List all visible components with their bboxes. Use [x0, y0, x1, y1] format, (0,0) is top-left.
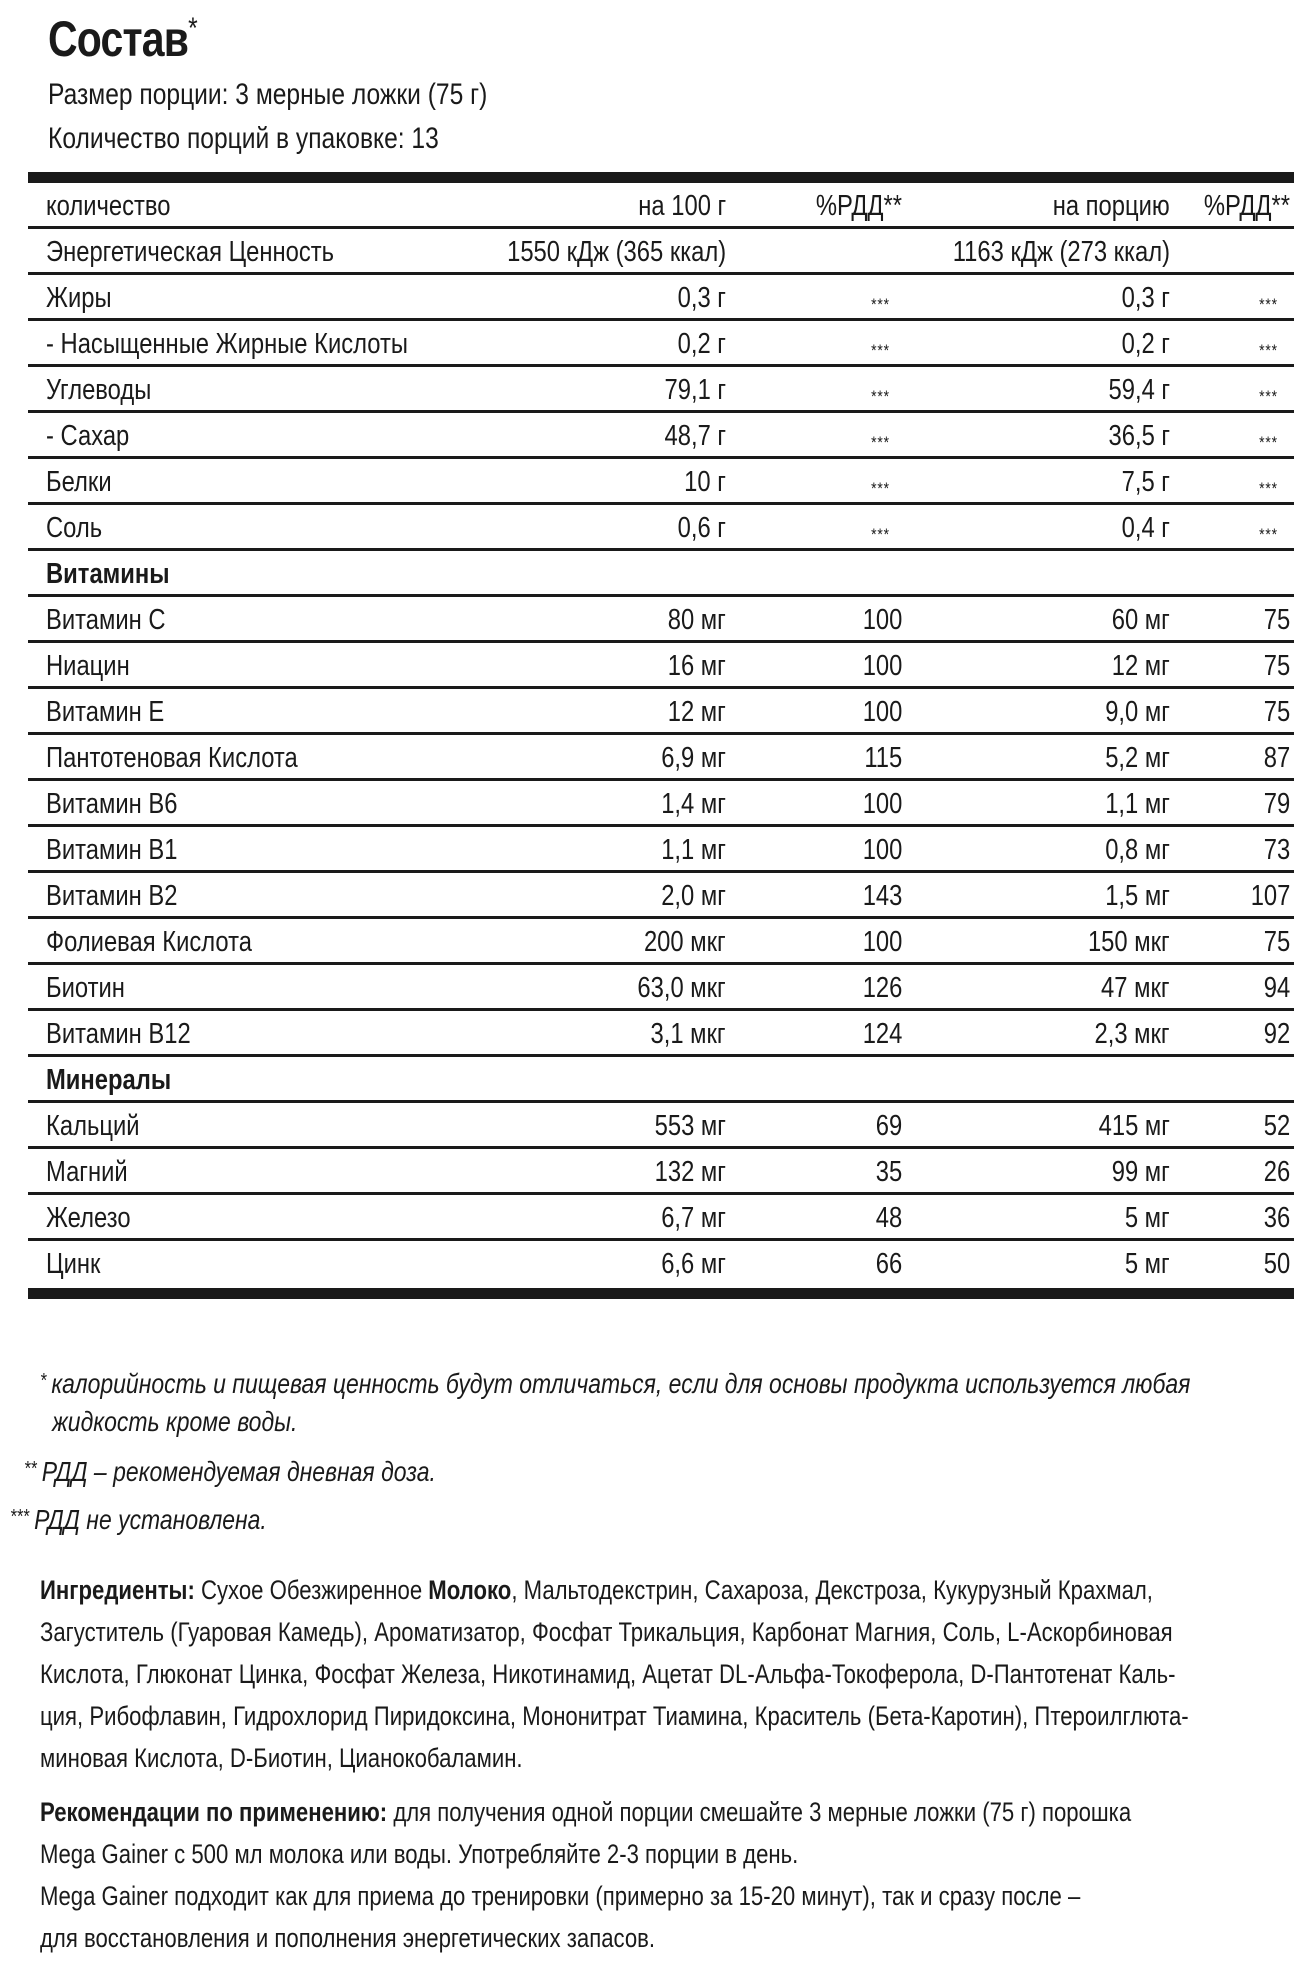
title-text: Состав [48, 11, 189, 67]
value-per100: 79,1 г [664, 374, 726, 406]
energy-per-serving: 1163 кДж (273 ккал) [952, 236, 1170, 268]
table-row [28, 965, 1294, 1011]
rdd-per100: 143 [862, 880, 902, 912]
table-row [28, 1241, 1294, 1288]
rdd-per100: 124 [862, 1018, 902, 1050]
header-per100: на 100 г [638, 190, 726, 222]
rdd-per-serving: 75 [1263, 696, 1290, 728]
nutrient-name: Углеводы [46, 374, 152, 406]
value-per-serving: 36,5 г [1108, 420, 1170, 452]
footnote-3-text: РДД не установлена. [34, 1504, 267, 1535]
header-per-serving: на порцию [1052, 190, 1170, 222]
table-row [28, 413, 1294, 459]
value-per-serving: 415 мг [1098, 1110, 1170, 1142]
header-name: количество [46, 190, 171, 222]
nutrient-name: Витамин B1 [46, 834, 178, 866]
rdd-per-serving: 73 [1263, 834, 1290, 866]
rdd-per100: 35 [875, 1156, 902, 1188]
rdd-per100: *** [871, 433, 890, 452]
table-row [28, 1195, 1294, 1241]
table-row [28, 873, 1294, 919]
rdd-per-serving: 26 [1263, 1156, 1290, 1188]
table-bottom-rule [28, 1288, 1294, 1299]
value-per100: 80 мг [667, 604, 726, 636]
minerals-group [28, 1103, 1294, 1288]
ingredients-line-1 [40, 1575, 1153, 1606]
ingredients-label: Ингредиенты: [40, 1575, 195, 1605]
nutrient-name: Ниацин [46, 650, 130, 682]
ingredients-text-2: , Мальтодекстрин, Сахароза, Декстроза, Кукурузный Крахмал, [511, 1575, 1153, 1605]
rdd-per-serving: *** [1259, 387, 1278, 406]
nutrient-name: Соль [46, 512, 103, 544]
value-per100: 132 мг [654, 1156, 726, 1188]
value-per-serving: 59,4 г [1108, 374, 1170, 406]
value-per100: 48,7 г [664, 420, 726, 452]
table-row [28, 735, 1294, 781]
value-per100: 63,0 мкг [637, 972, 726, 1004]
rdd-per-serving: 79 [1263, 788, 1290, 820]
rdd-per-serving: 36 [1263, 1202, 1290, 1234]
nutrient-name: Железо [46, 1202, 131, 1234]
ingredients-line-5: миновая Кислота, D-Биотин, Цианокобаламин. [40, 1743, 523, 1773]
rdd-per100: 126 [862, 972, 902, 1004]
nutrient-name: Витамин B6 [46, 788, 178, 820]
nutrient-name: Витамин B12 [46, 1018, 191, 1050]
serving-size: Размер порции: 3 мерные ложки (75 г) [48, 78, 488, 111]
rdd-per100: 100 [862, 926, 902, 958]
value-per100: 6,7 мг [661, 1202, 726, 1234]
rdd-per100: *** [871, 387, 890, 406]
table-row [28, 689, 1294, 735]
nutrient-name: Цинк [46, 1248, 101, 1280]
value-per-serving: 5 мг [1125, 1248, 1170, 1280]
value-per-serving: 5 мг [1125, 1202, 1170, 1234]
footnote-2-mark: ** [24, 1458, 37, 1480]
nutrient-name: - Сахар [46, 420, 130, 452]
value-per100: 1,4 мг [661, 788, 726, 820]
nutrient-name: Магний [46, 1156, 128, 1188]
footnote-1-text: калорийность и пищевая ценность будут отличаться, если для основы продукта используется любая [51, 1368, 1191, 1399]
rdd-per100: 48 [875, 1202, 902, 1234]
footnote-3 [10, 1504, 267, 1536]
rdd-per-serving: *** [1259, 479, 1278, 498]
nutrition-table [28, 172, 1294, 1299]
value-per-serving: 99 мг [1111, 1156, 1170, 1188]
rdd-per100: 66 [875, 1248, 902, 1280]
nutrient-name: Витамин E [46, 696, 165, 728]
energy-name: Энергетическая Ценность [46, 236, 335, 268]
table-row [28, 367, 1294, 413]
rdd-per100: 100 [862, 604, 902, 636]
value-per-serving: 12 мг [1111, 650, 1170, 682]
usage-line-4: для восстановления и пополнения энергетических запасов. [40, 1923, 656, 1953]
table-row [28, 275, 1294, 321]
value-per100: 1,1 мг [661, 834, 726, 866]
rdd-per-serving: 92 [1263, 1018, 1290, 1050]
rdd-per-serving: *** [1259, 433, 1278, 452]
rdd-per-serving: *** [1259, 341, 1278, 360]
value-per-serving: 0,4 г [1121, 512, 1170, 544]
rdd-per100: 115 [864, 742, 902, 774]
table-row [28, 459, 1294, 505]
value-per-serving: 60 мг [1111, 604, 1170, 636]
rdd-per100: 100 [862, 696, 902, 728]
header-rdd2: %РДД** [1203, 190, 1290, 222]
nutrient-name: Пантотеновая Кислота [46, 742, 298, 774]
rdd-per-serving: 75 [1263, 650, 1290, 682]
title-footnote-mark: * [188, 12, 197, 45]
nutrient-name: Жиры [46, 282, 112, 314]
ingredients-text-1: Сухое Обезжиренное [194, 1575, 429, 1605]
table-row [28, 827, 1294, 873]
table-row [28, 321, 1294, 367]
value-per-serving: 1,1 мг [1105, 788, 1170, 820]
footnote-1-line-1 [40, 1368, 1190, 1400]
nutrient-name: Биотин [46, 972, 125, 1004]
table-row [28, 1149, 1294, 1195]
nutrient-name: Кальций [46, 1110, 140, 1142]
macros-group [28, 275, 1294, 551]
rdd-per-serving: 52 [1263, 1110, 1290, 1142]
rdd-per100: 100 [862, 834, 902, 866]
minerals-section-header [28, 1057, 1294, 1103]
rdd-per100: *** [871, 295, 890, 314]
nutrient-name: Фолиевая Кислота [46, 926, 252, 958]
value-per-serving: 0,2 г [1121, 328, 1170, 360]
value-per100: 0,6 г [677, 512, 726, 544]
vitamins-group [28, 597, 1294, 1057]
vitamins-section-header [28, 551, 1294, 597]
ingredients-bold-word: Молоко [428, 1575, 512, 1605]
value-per-serving: 150 мкг [1088, 926, 1170, 958]
usage-text-1: для получения одной порции смешайте 3 мерные ложки (75 г) порошка [387, 1797, 1132, 1827]
nutrient-name: Белки [46, 466, 112, 498]
table-row [28, 1011, 1294, 1057]
table-header-row [28, 183, 1294, 229]
value-per100: 0,2 г [677, 328, 726, 360]
rdd-per100: 100 [862, 650, 902, 682]
table-row [28, 1103, 1294, 1149]
value-per-serving: 47 мкг [1101, 972, 1170, 1004]
rdd-per100: *** [871, 479, 890, 498]
energy-row [28, 229, 1294, 275]
value-per100: 3,1 мкг [650, 1018, 726, 1050]
value-per100: 2,0 мг [661, 880, 726, 912]
value-per100: 0,3 г [677, 282, 726, 314]
ingredients-line-3: Кислота, Глюконат Цинка, Фосфат Железа, Никотинамид, Ацетат DL-Альфа-Токоферола, D-Пантотенат Каль- [40, 1659, 1176, 1689]
page-title [48, 10, 197, 68]
ingredients-line-2: Загуститель (Гуаровая Камедь), Ароматизатор, Фосфат Трикальция, Карбонат Магния, Соль, L-Аскорбиновая [40, 1617, 1173, 1647]
value-per100: 6,6 мг [661, 1248, 726, 1280]
rdd-per-serving: 75 [1263, 926, 1290, 958]
table-row [28, 781, 1294, 827]
rdd-per-serving: 50 [1263, 1248, 1290, 1280]
header-rdd1: %РДД** [815, 190, 902, 222]
energy-per100: 1550 кДж (365 ккал) [506, 236, 726, 268]
table-row [28, 919, 1294, 965]
rdd-per-serving: 75 [1263, 604, 1290, 636]
footnote-1-mark: * [40, 1370, 47, 1392]
value-per-serving: 7,5 г [1121, 466, 1170, 498]
table-row [28, 505, 1294, 551]
nutrient-name: Витамин C [46, 604, 166, 636]
table-row [28, 597, 1294, 643]
nutrient-name: Витамин B2 [46, 880, 178, 912]
value-per100: 10 г [684, 466, 726, 498]
value-per100: 12 мг [667, 696, 726, 728]
rdd-per-serving: 87 [1263, 742, 1290, 774]
value-per-serving: 0,3 г [1121, 282, 1170, 314]
footnote-3-mark: *** [10, 1506, 30, 1528]
footnote-1-line-2: жидкость кроме воды. [52, 1406, 298, 1437]
servings-per-pack: Количество порций в упаковке: 13 [48, 122, 439, 155]
rdd-per100: *** [871, 525, 890, 544]
value-per-serving: 2,3 мкг [1094, 1018, 1170, 1050]
rdd-per100: *** [871, 341, 890, 360]
value-per-serving: 5,2 мг [1105, 742, 1170, 774]
usage-line-3: Mega Gainer подходит как для приема до тренировки (примерно за 15-20 минут), так и сразу после – [40, 1881, 1081, 1911]
table-row [28, 643, 1294, 689]
rdd-per-serving: *** [1259, 525, 1278, 544]
value-per-serving: 1,5 мг [1105, 880, 1170, 912]
table-top-rule [28, 172, 1294, 183]
footnote-2 [24, 1456, 436, 1488]
vitamins-label: Витамины [46, 558, 170, 590]
value-per100: 200 мкг [644, 926, 726, 958]
rdd-per-serving: 107 [1250, 880, 1290, 912]
footnote-2-text: РДД – рекомендуемая дневная доза. [41, 1456, 436, 1487]
rdd-per100: 69 [875, 1110, 902, 1142]
rdd-per100: 100 [862, 788, 902, 820]
value-per-serving: 9,0 мг [1105, 696, 1170, 728]
usage-line-2: Mega Gainer с 500 мл молока или воды. Употребляйте 2-3 порции в день. [40, 1839, 799, 1869]
nutrient-name: - Насыщенные Жирные Кислоты [46, 328, 409, 360]
rdd-per-serving: 94 [1263, 972, 1290, 1004]
rdd-per-serving: *** [1259, 295, 1278, 314]
usage-label: Рекомендации по применению: [40, 1797, 388, 1827]
usage-line-1 [40, 1797, 1131, 1828]
ingredients-line-4: ция, Рибофлавин, Гидрохлорид Пиридоксина, Мононитрат Тиамина, Краситель (Бета-Каротин), Птероилглюта- [40, 1701, 1189, 1731]
value-per100: 6,9 мг [661, 742, 726, 774]
value-per100: 16 мг [667, 650, 726, 682]
value-per-serving: 0,8 мг [1105, 834, 1170, 866]
value-per100: 553 мг [654, 1110, 726, 1142]
minerals-label: Минералы [46, 1064, 172, 1096]
